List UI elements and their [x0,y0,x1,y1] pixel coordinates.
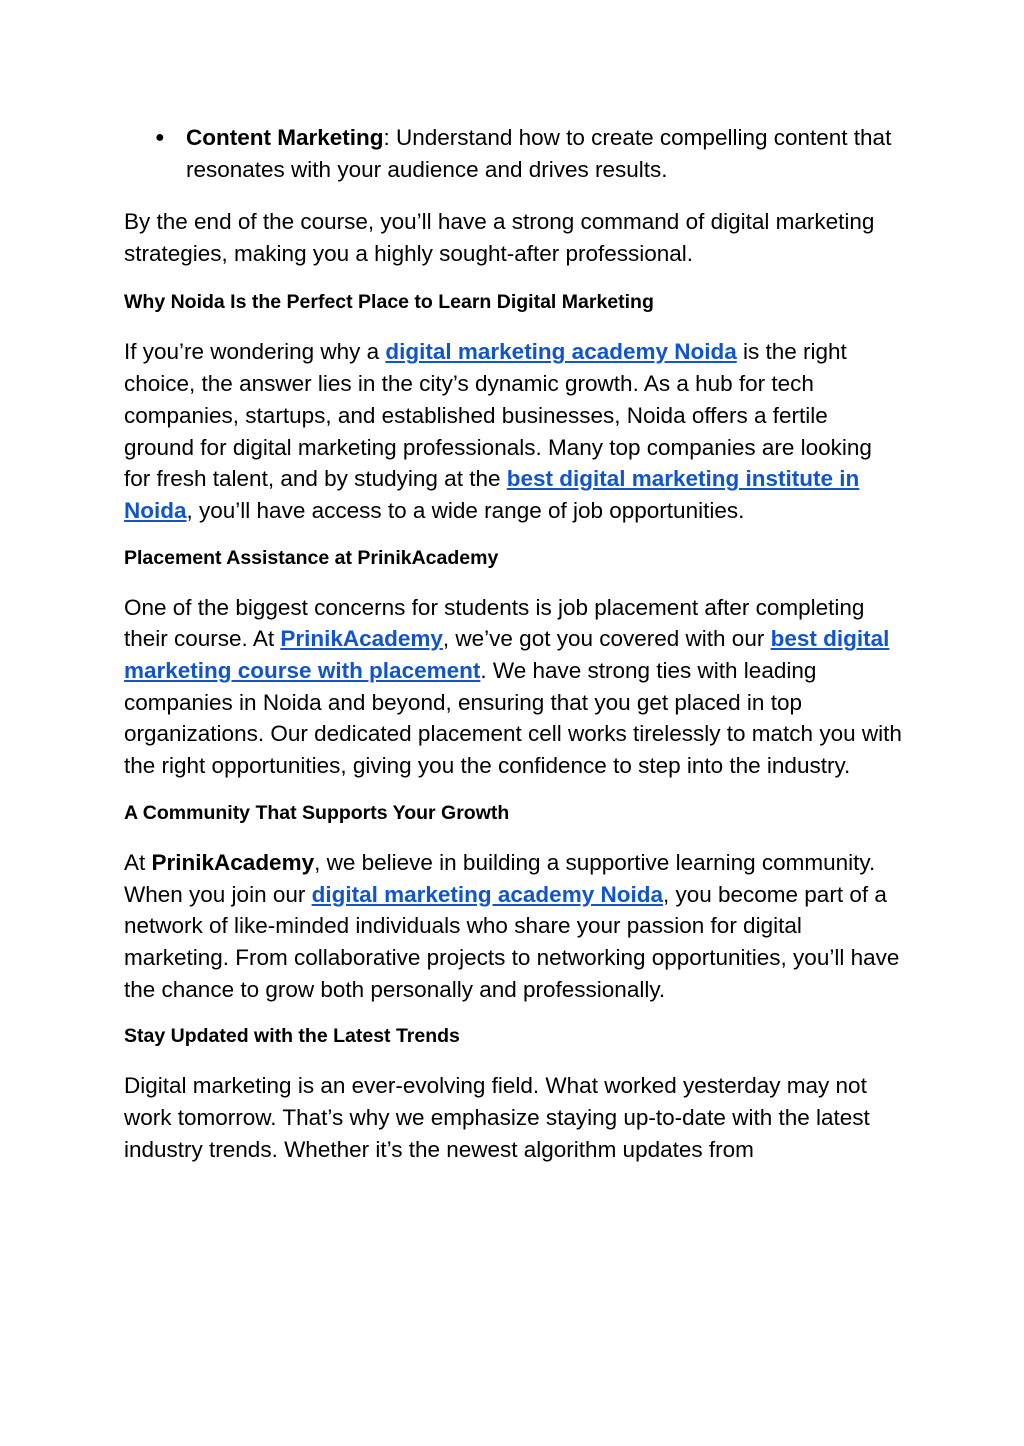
text-segment: , you become part of a network of like-minded individuals who share your passion for digital marketing. From collaborative projects to networking opportunities, you’ll have the chance to grow both personally and professionally. [124,881,900,1002]
paragraph-latest-trends: Digital marketing is an ever-evolving field. What worked yesterday may not work tomorrow. That’s why we emphasize staying up-to-date with the latest industry trends. Whether it’s the newest algorithm updates from [124,1073,870,1162]
heading-latest-trends: Stay Updated with the Latest Trends [124,1025,460,1048]
bullet-text [186,122,904,186]
text-segment: . We have strong ties with leading companies in Noida and beyond, ensuring that you get placed in top organizations. Our dedicated placement cell works tirelessly to match you with the right opportunities, giving you the confidence to step into the industry. [124,658,902,779]
heading-community: A Community That Supports Your Growth [124,801,510,824]
link-prinikacademy[interactable]: PrinikAcademy [280,626,443,652]
brand-name: PrinikAcademy [151,849,315,875]
paragraph-course-outcome: By the end of the course, you’ll have a strong command of digital marketing strategies, making you a highly sought-after professional. [124,209,875,266]
link-best-course-with-placement[interactable]: best digital marketing course with placement [124,626,890,684]
text-segment: At [124,849,152,875]
paragraph-why-noida [124,336,904,526]
link-best-digital-marketing-institute[interactable]: best digital marketing institute in Noida [124,466,860,523]
text-segment: , we’ve got you covered with our [442,626,771,652]
paragraph-placement-assistance [124,592,904,782]
text-segment: If you’re wondering why a [124,339,386,365]
bullet-description: : Understand how to create compelling content that resonates with your audience and drives results. [186,125,892,182]
heading-why-noida: Why Noida Is the Perfect Place to Learn Digital Marketing [124,291,654,314]
link-digital-marketing-academy-noida[interactable]: digital marketing academy Noida [385,339,737,365]
paragraph-community [124,847,904,1006]
text-segment: , we believe in building a supportive learning community. When you join our [124,849,876,907]
heading-placement-assistance: Placement Assistance at PrinikAcademy [124,546,499,569]
text-segment: One of the biggest concerns for students is job placement after completing their course. At [124,594,865,652]
bullet-term: Content Marketing [186,125,384,150]
text-segment: , you’ll have access to a wide range of job opportunities. [186,497,745,523]
bullet-icon: ● [155,129,165,146]
text-segment: is the right choice, the answer lies in the city’s dynamic growth. As a hub for tech companies, startups, and established businesses, Noida offers a fertile ground for digital marketing professionals. Many top companies are looking for fresh talent, and by studying at the [124,339,872,492]
link-digital-marketing-academy-noida[interactable]: digital marketing academy Noida [311,881,663,907]
bullet-list-item [155,122,904,186]
document-content [124,122,904,1165]
